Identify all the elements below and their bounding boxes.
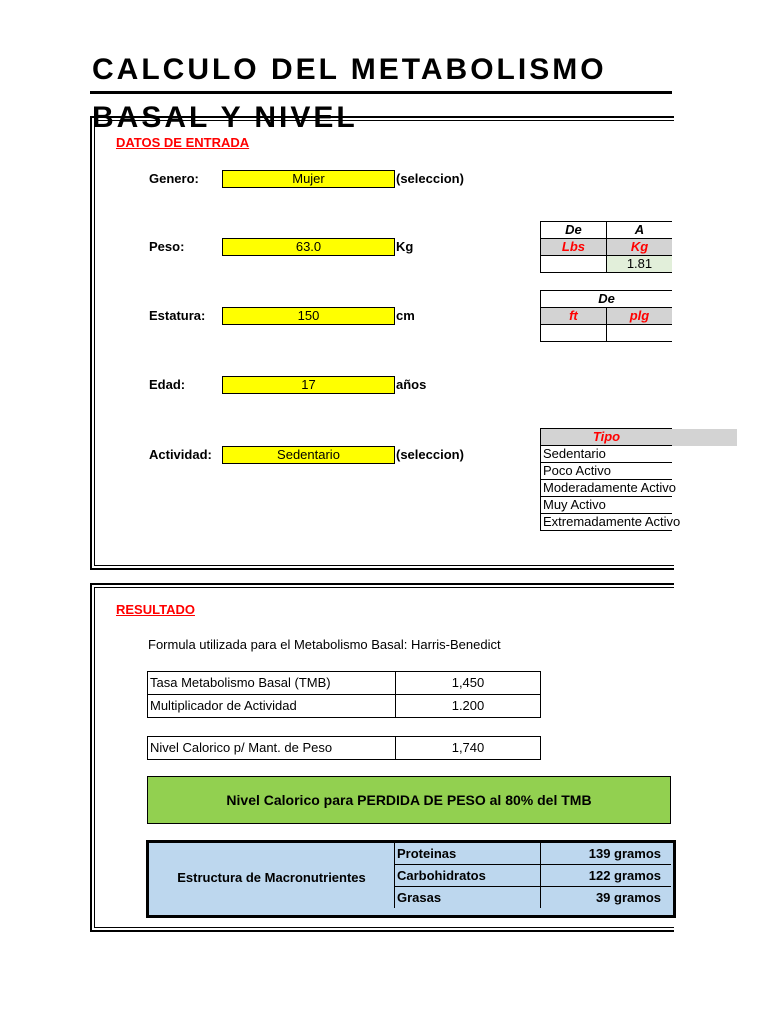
title-underline [90, 91, 672, 94]
weight-to-value: 1.81 [606, 256, 672, 273]
activity-option: Moderadamente Activo [541, 480, 673, 497]
actividad-note: (seleccion) [396, 447, 464, 462]
edad-label: Edad: [149, 377, 186, 392]
formula-text: Formula utilizada para el Metabolismo Basal: Harris-Benedict [148, 637, 501, 652]
maintenance-label: Nivel Calorico p/ Mant. de Peso [148, 737, 396, 760]
genero-select[interactable]: Mujer [222, 170, 395, 188]
tmb-label: Tasa Metabolismo Basal (TMB) [148, 672, 396, 695]
macro-name: Proteinas [395, 843, 541, 865]
height-plg-input[interactable] [606, 325, 672, 342]
multiplier-value: 1.200 [396, 695, 541, 718]
actividad-select[interactable]: Sedentario [222, 446, 395, 464]
maintenance-value: 1,740 [396, 737, 541, 760]
tmb-value: 1,450 [396, 672, 541, 695]
estatura-unit: cm [396, 308, 415, 323]
activity-option: Sedentario [541, 446, 673, 463]
activity-type-header: Tipo [541, 429, 673, 446]
weight-loss-banner: Nivel Calorico para PERDIDA DE PESO al 80% del TMB [147, 776, 671, 824]
weight-from-unit: Lbs [541, 239, 607, 256]
weight-from-input[interactable] [541, 256, 607, 273]
estatura-input[interactable]: 150 [222, 307, 395, 325]
macro-name: Grasas [395, 887, 541, 909]
multiplier-label: Multiplicador de Actividad [148, 695, 396, 718]
activity-option: Poco Activo [541, 463, 673, 480]
weight-converter-table [540, 221, 672, 273]
macro-value: 39 gramos [541, 887, 672, 909]
page-title: CALCULO DEL METABOLISMO BASAL Y NIVEL [92, 53, 607, 134]
peso-input[interactable]: 63.0 [222, 238, 395, 256]
edad-input[interactable]: 17 [222, 376, 395, 394]
macro-value: 139 gramos [541, 843, 672, 865]
activity-type-table [540, 428, 681, 531]
peso-label: Peso: [149, 239, 185, 254]
macronutrient-title: Estructura de Macronutrientes [177, 870, 366, 885]
result-section-heading: RESULTADO [116, 602, 195, 617]
peso-unit: Kg [396, 239, 414, 254]
weight-from-header: De [541, 222, 607, 239]
input-section-heading: DATOS DE ENTRADA [116, 135, 250, 150]
macro-value: 122 gramos [541, 865, 672, 887]
height-ft-header: ft [541, 308, 607, 325]
genero-label: Genero: [149, 171, 199, 186]
macro-name: Carbohidratos [395, 865, 541, 887]
actividad-label: Actividad: [149, 447, 212, 462]
activity-header-extension [671, 429, 737, 446]
estatura-label: Estatura: [149, 308, 206, 323]
activity-option: Extremadamente Activo [541, 514, 673, 531]
genero-note: (seleccion) [396, 171, 464, 186]
maintenance-table [147, 736, 541, 760]
tmb-table [147, 671, 541, 718]
activity-option: Muy Activo [541, 497, 673, 514]
macronutrient-table [394, 842, 671, 908]
height-header: De [541, 291, 673, 308]
edad-unit: años [396, 377, 427, 392]
weight-to-unit: Kg [606, 239, 672, 256]
height-plg-header: plg [606, 308, 672, 325]
height-ft-input[interactable] [541, 325, 607, 342]
weight-to-header: A [606, 222, 672, 239]
height-converter-table [540, 290, 672, 342]
